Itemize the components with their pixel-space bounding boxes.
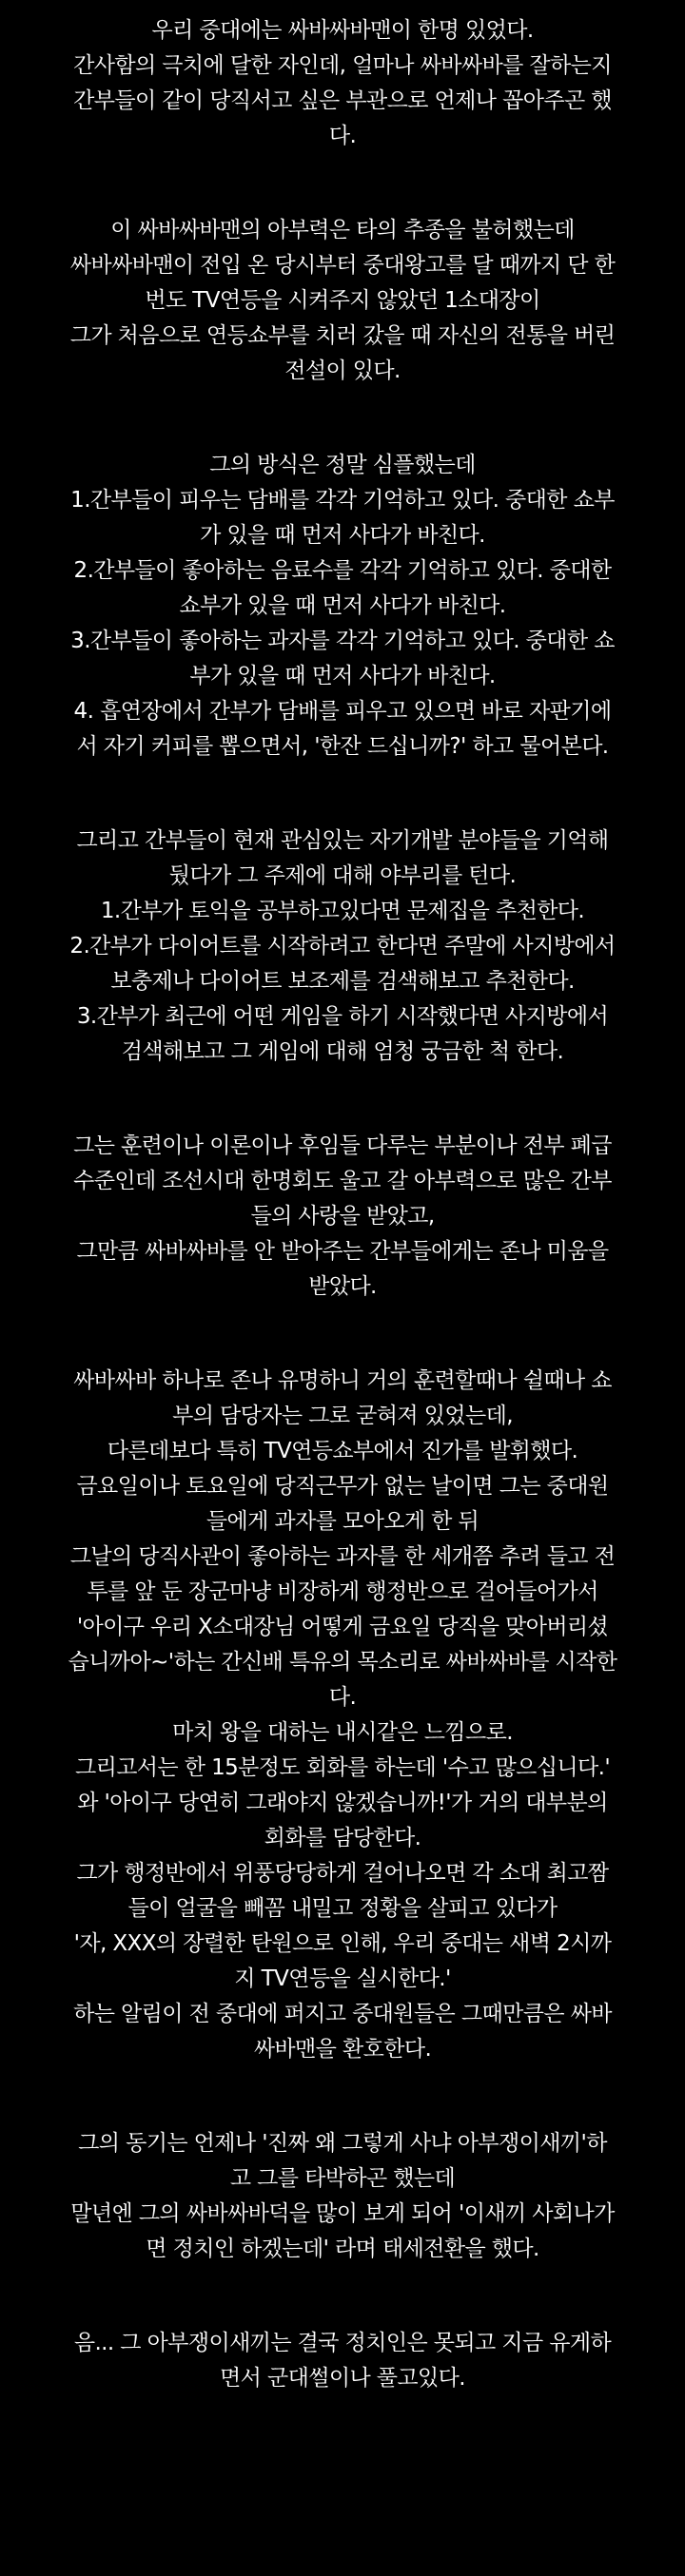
text-line: 음... 그 아부쟁이새끼는 결국 정치인은 못되고 지금 유게하 (73, 2331, 612, 2355)
text-line: 그가 처음으로 연등쇼부를 치러 갔을 때 자신의 전통을 버린 (69, 323, 616, 348)
text-line: 4. 흡연장에서 간부가 담배를 피우고 있으면 바로 자판기에 (73, 699, 612, 724)
text-line: 고 그를 타박하곤 했는데 (229, 2166, 456, 2191)
text-line: 그만큼 싸바싸바를 안 받아주는 간부들에게는 존나 미움을 (76, 1239, 609, 1264)
text-line: 그의 동기는 언제나 '진짜 왜 그렇게 사냐 아부쟁이새끼'하 (78, 2131, 607, 2156)
text-line: 들에게 과자를 모아오게 한 뒤 (206, 1509, 480, 1534)
text-line: 그의 방식은 정말 심플했는데 (209, 453, 476, 477)
text-line: 수준인데 조선시대 한명회도 울고 갈 아부력으로 많은 간부 (73, 1169, 612, 1193)
text-line: 3.간부가 최근에 어떤 게임을 하기 시작했다면 사지방에서 (76, 1004, 609, 1029)
paragraph-comrade-reaction (17, 2126, 668, 2267)
text-line: 면서 군대썰이나 풀고있다. (220, 2366, 465, 2391)
text-line: 말년엔 그의 싸바싸바덕을 많이 보게 되어 '이새끼 사회나가 (70, 2201, 615, 2226)
text-line: 간사함의 극치에 달한 자인데, 얼마나 싸바싸바를 잘하는지 (73, 53, 612, 78)
text-line: 습니까아~'하는 간신배 특유의 목소리로 싸바싸바를 시작한 (68, 1650, 617, 1675)
text-line: 그는 훈련이나 이론이나 후임들 다루는 부분이나 전부 폐급 (73, 1133, 612, 1158)
text-line: 싸바싸바맨이 전입 온 당시부터 중대왕고를 달 때까지 단 한 (69, 253, 616, 278)
text-line: 금요일이나 토요일에 당직근무가 없는 날이면 그는 중대원 (76, 1474, 609, 1499)
text-line: 번도 TV연등을 시켜주지 않았던 1소대장이 (145, 288, 540, 313)
paragraph-reputation (17, 1129, 668, 1305)
text-line: 전설이 있다. (284, 358, 401, 383)
text-line: 지 TV연등을 실시한다.' (234, 1966, 451, 1991)
text-line: 3.간부들이 좋아하는 과자를 각각 기억하고 있다. 중대한 쇼 (70, 629, 615, 653)
paragraph-ending (17, 2326, 668, 2396)
text-line: 부의 담당자는 그로 굳혀져 있었는데, (172, 1404, 513, 1428)
text-line: 투를 앞 둔 장군마냥 비장하게 행정반으로 걸어들어가서 (87, 1579, 598, 1604)
text-line: 우리 중대에는 싸바싸바맨이 한명 있었다. (151, 18, 534, 43)
text-line: 쇼부가 있을 때 먼저 사다가 바친다. (179, 593, 506, 618)
text-line: 다. (328, 1685, 357, 1710)
text-line: 보충제나 다이어트 보조제를 검색해보고 추천한다. (110, 969, 575, 994)
text-line: 이 싸바싸바맨의 아부력은 타의 추종을 불허했는데 (110, 218, 575, 242)
text-line: 들의 사랑을 받았고, (250, 1204, 435, 1229)
text-line: 뒀다가 그 주제에 대해 야부리를 턴다. (168, 863, 517, 888)
text-line: 간부들이 같이 당직서고 싶은 부관으로 언제나 꼽아주곤 했 (73, 88, 612, 113)
text-line: 그리고서는 한 15분정도 회화를 하는데 '수고 많으십니다.' (74, 1755, 611, 1780)
paragraph-method (17, 448, 668, 765)
paragraph-intro (17, 13, 668, 154)
text-line: 그날의 당직사관이 좋아하는 과자를 한 세개쯤 추려 들고 전 (69, 1544, 616, 1569)
paragraph-self-development (17, 823, 668, 1070)
text-line: 2.간부가 다이어트를 시작하려고 한다면 주말에 사지방에서 (69, 934, 616, 959)
text-line: 부가 있을 때 먼저 사다가 바친다. (189, 664, 496, 688)
text-line: '아이구 우리 X소대장님 어떻게 금요일 당직을 맞아버리셨 (76, 1615, 609, 1639)
text-line: 들이 얼굴을 빼꼼 내밀고 정황을 살피고 있다가 (127, 1896, 558, 1921)
text-line: 면 정치인 하겠는데' 라며 태세전환을 했다. (146, 2237, 539, 2261)
text-line: '자, XXX의 장렬한 탄원으로 인해, 우리 중대는 새벽 2시까 (73, 1931, 612, 1956)
text-line: 싸바싸바 하나로 존나 유명하니 거의 훈련할때나 쉴때나 쇼 (73, 1368, 612, 1393)
text-line: 싸바맨을 환호한다. (253, 2037, 432, 2062)
text-line: 회화를 담당한다. (264, 1826, 421, 1850)
text-line: 그가 행정반에서 위풍당당하게 걸어나오면 각 소대 최고짬 (76, 1861, 609, 1886)
text-line: 마치 왕을 대하는 내시같은 느낌으로. (172, 1720, 513, 1745)
text-line: 1.간부가 토익을 공부하고있다면 문제집을 추천한다. (100, 899, 585, 923)
paragraph-tv-negotiation (17, 1364, 668, 2067)
paragraph-legend (17, 213, 668, 389)
text-line: 받았다. (308, 1274, 377, 1299)
text-line: 검색해보고 그 게임에 대해 엄청 궁금한 척 한다. (121, 1039, 564, 1064)
text-line: 2.간부들이 좋아하는 음료수를 각각 기억하고 있다. 중대한 (73, 558, 612, 583)
text-line: 다른데보다 특히 TV연등쇼부에서 진가를 발휘했다. (107, 1439, 578, 1463)
text-line: 다. (328, 124, 357, 148)
text-line: 가 있을 때 먼저 사다가 바친다. (200, 523, 485, 548)
text-line: 1.간부들이 피우는 담배를 각각 기억하고 있다. 중대한 쇼부 (70, 488, 615, 513)
text-line: 하는 알림이 전 중대에 퍼지고 중대원들은 그때만큼은 싸바 (73, 2002, 612, 2026)
text-line: 와 '아이구 당연히 그래야지 않겠습니까!'가 거의 대부분의 (77, 1791, 608, 1815)
text-line: 그리고 간부들이 현재 관심있는 자기개발 분야들을 기억해 (76, 828, 609, 853)
text-line: 서 자기 커피를 뽑으면서, '한잔 드십니까?' 하고 물어본다. (76, 734, 609, 759)
